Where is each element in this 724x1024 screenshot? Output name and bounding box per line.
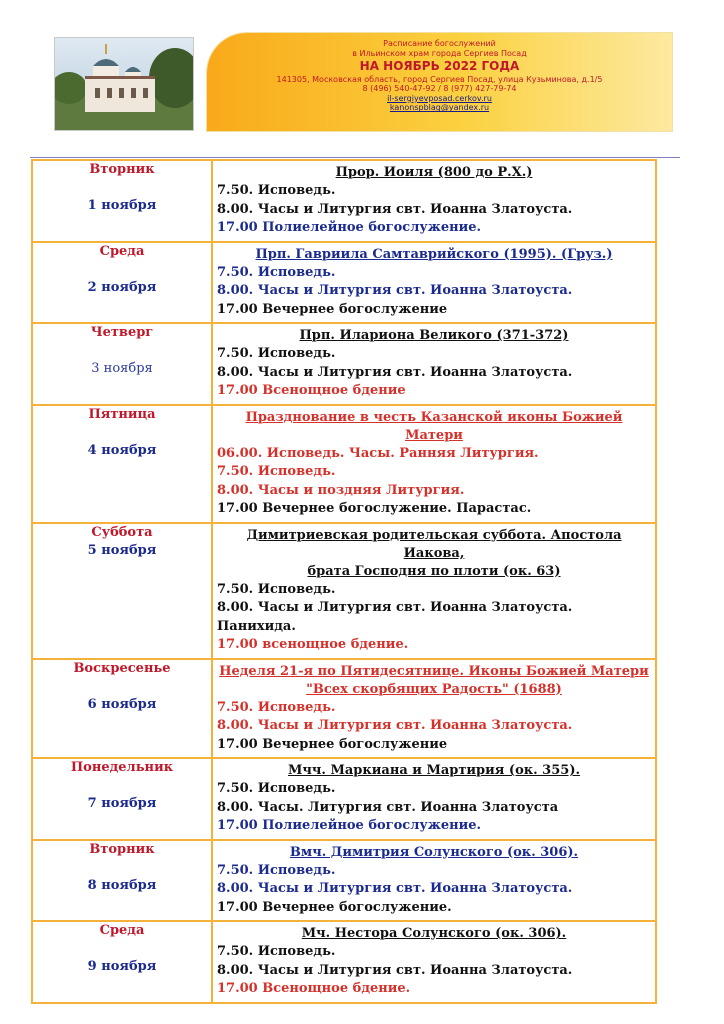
feast-title: Мчч. Маркиана и Мартирия (ок. 355). [288, 763, 580, 778]
date-label: 4 ноября [87, 442, 157, 458]
service-line: 17.00 Всенощное бдение. [217, 981, 411, 996]
date-label: 9 ноября [87, 959, 157, 974]
day-cell [32, 659, 212, 759]
church-photo [54, 37, 194, 131]
day-cell [32, 405, 212, 523]
service-line: 8.00. Часы и поздняя Литургия. [217, 482, 465, 498]
header [42, 25, 672, 135]
service-line: 8.00. Часы и Литургия свт. Иоанна Златоуста. [217, 364, 573, 380]
service-line: 8.00. Часы и Литургия свт. Иоанна Златоуста. Панихида. [217, 600, 573, 634]
service-line: 17.00 Всенощное бдение [217, 383, 406, 398]
weekday-label: Пятница [88, 406, 156, 422]
feast-title: Прп. Илариона Великого (371-372) [299, 328, 569, 343]
weekday-label: Четверг [90, 325, 154, 340]
services-cell [212, 659, 656, 759]
services-cell [212, 242, 656, 324]
service-line: 8.00. Часы. Литургия свт. Иоанна Златоуста [217, 799, 559, 815]
day-cell [32, 840, 212, 922]
service-line: 17.00 Вечернее богослужение. [217, 899, 452, 915]
services-cell [212, 323, 656, 405]
service-line: 8.00. Часы и Литургия свт. Иоанна Златоуста. [217, 283, 573, 298]
service-line: 17.00 Вечернее богослужение [217, 736, 448, 752]
schedule-row [32, 160, 656, 242]
schedule-row [32, 405, 656, 523]
service-line: 8.00. Часы и Литургия свт. Иоанна Златоуста. [217, 201, 573, 217]
service-line: 17.00 Полиелейное богослужение. [217, 818, 482, 833]
schedule-row [32, 840, 656, 922]
weekday-label: Воскресенье [73, 660, 171, 676]
schedule-row [32, 921, 656, 1003]
service-line: 17.00 Полиелейное богослужение. [217, 220, 482, 235]
feast-title: "Всех скорбящих Радость" (1688) [306, 681, 562, 697]
services-cell [212, 840, 656, 922]
schedule-row [32, 242, 656, 324]
date-label: 5 ноября [87, 542, 157, 558]
schedule-row [32, 758, 656, 840]
weekday-label: Суббота [91, 524, 153, 540]
header-divider [30, 157, 680, 158]
service-line: 7.50. Исповедь. [217, 346, 336, 361]
services-cell [212, 921, 656, 1003]
header-email-link[interactable]: kanonspblag@yandex.ru [389, 103, 490, 113]
service-line: 7.50. Исповедь. [217, 183, 336, 198]
date-label: 3 ноября [91, 361, 153, 376]
service-line: 7.50. Исповедь. [217, 699, 336, 715]
service-line: 7.50. Исповедь. [217, 264, 336, 280]
header-address: 141305, Московская область, город Сергиев Посад, улица Кузьминова, д.1/5 [276, 74, 603, 84]
service-line: 17.00 Вечернее богослужение [217, 301, 448, 317]
feast-title: брата Господня по плоти (ок. 63) [307, 563, 561, 579]
services-cell [212, 405, 656, 523]
services-cell [212, 758, 656, 840]
services-cell [212, 523, 656, 659]
feast-title: Прп. Гавриила Самтаврийского (1995). (Груз.) [255, 246, 613, 262]
weekday-label: Вторник [89, 841, 155, 857]
date-label: 6 ноября [87, 696, 157, 712]
day-cell [32, 758, 212, 840]
feast-title: Празднование в честь Казанской иконы Божией Матери [245, 409, 623, 443]
schedule-row [32, 659, 656, 759]
schedule-row [32, 523, 656, 659]
date-label: 7 ноября [87, 796, 157, 811]
service-line: 17.00 Вечернее богослужение. Парастас. [217, 501, 532, 516]
weekday-label: Среда [99, 923, 145, 938]
feast-title: Неделя 21-я по Пятидесятнице. Иконы Божией Матери [219, 663, 649, 679]
service-line: 06.00. Исповедь. Часы. Ранняя Литургия. [217, 445, 539, 461]
day-cell [32, 323, 212, 405]
header-title: НА НОЯБРЬ 2022 ГОДА [359, 59, 520, 74]
service-line: 7.50. Исповедь. [217, 464, 336, 479]
header-phones: 8 (496) 540-47-92 / 8 (977) 427-79-74 [362, 84, 517, 94]
service-line: 8.00. Часы и Литургия свт. Иоанна Златоуста. [217, 881, 573, 896]
service-line: 8.00. Часы и Литургия свт. Иоанна Златоуста. [217, 962, 573, 978]
feast-title: Вмч. Димитрия Солунского (ок. 306). [289, 844, 579, 860]
date-label: 2 ноября [87, 279, 157, 295]
service-line: 7.50. Исповедь. [217, 581, 336, 597]
weekday-label: Среда [99, 243, 145, 259]
service-line: 17.00 всенощное бдение. [217, 637, 409, 652]
feast-title: Мч. Нестора Солунского (ок. 306). [301, 926, 567, 941]
feast-title: Димитриевская родительская суббота. Апостола Иакова, [246, 527, 622, 561]
schedule-row [32, 323, 656, 405]
service-line: 8.00. Часы и Литургия свт. Иоанна Златоуста. [217, 718, 573, 733]
header-line2: в Ильинском храм города Сергиев Посад [352, 48, 527, 58]
service-line: 7.50. Исповедь. [217, 781, 336, 796]
service-line: 7.50. Исповедь. [217, 862, 336, 878]
services-cell [212, 160, 656, 242]
day-cell [32, 242, 212, 324]
header-site-link[interactable]: il-sergiyevposad.cerkov.ru [387, 93, 492, 103]
date-label: 1 ноября [87, 198, 157, 213]
weekday-label: Вторник [89, 162, 155, 177]
service-line: 7.50. Исповедь. [217, 944, 336, 959]
header-line1: Расписание богослужений [383, 39, 496, 48]
day-cell [32, 523, 212, 659]
header-banner [207, 33, 672, 131]
feast-title: Прор. Иоиля (800 до Р.Х.) [335, 165, 533, 180]
date-label: 8 ноября [87, 877, 157, 893]
weekday-label: Понедельник [70, 760, 174, 775]
schedule-table [31, 159, 657, 1004]
day-cell [32, 160, 212, 242]
day-cell [32, 921, 212, 1003]
